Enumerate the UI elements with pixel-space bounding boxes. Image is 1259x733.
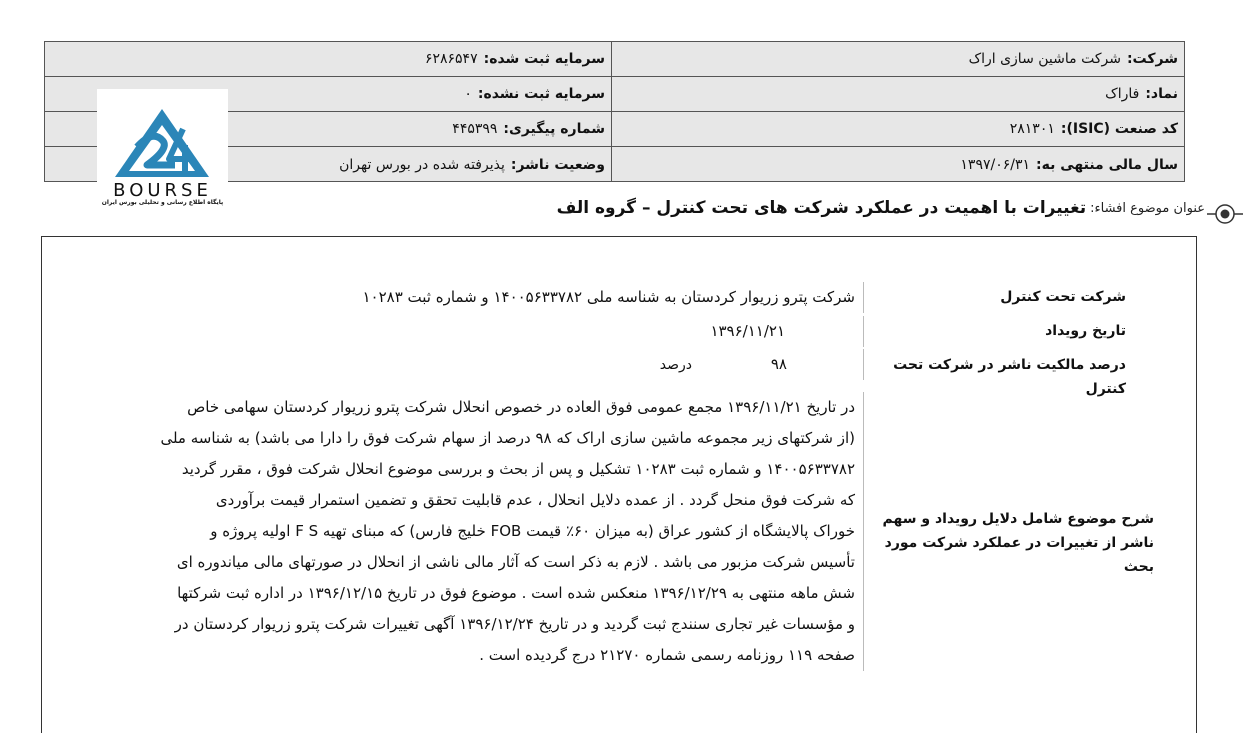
description-line: در تاریخ ۱۳۹۶/۱۱/۲۱ مجمع عمومی فوق العاده در خصوص انحلال شرکت پترو زریوار کردستان سهامی خاص [187,398,855,416]
company-label: شرکت: [1126,51,1178,67]
description-line: (از شرکتهای زیر مجموعه ماشین سازی اراک که ۹۸ درصد از سهام شرکت فوق را دارا می باشد) به شناسه ملی [160,429,855,447]
description-line: که شرکت فوق منحل گردد . از عمده دلایل انحلال ، عدم قابلیت تحقق و تضمین استمرار قیمت برآوردی [215,491,855,509]
symbol-value: فاراک [1105,86,1140,102]
description-line: خوراک پالایشگاه از کشور عراق (به میزان ۶۰٪ قیمت FOB خلیج فارس) که مبنای تهیه F S اولیه پروژه و [210,522,855,540]
event-date-label: تاریخ رویداد [1045,323,1126,339]
publisher-status-label: وضعیت ناشر: [510,156,605,173]
description-label: شرح موضوع شامل دلایل رویداد و سهم ناشر از تغییرات در عملکرد شرکت مورد بحث [882,511,1154,575]
subject-title: تغییرات با اهمیت در عملکرد شرکت های تحت کنترل – گروه الف [556,198,1087,218]
description-line: شش ماهه منتهی به ۱۳۹۶/۱۲/۲۹ منعکس شده است . موضوع فوق در تاریخ ۱۳۹۶/۱۲/۱۵ در اداره ثبت شرکتها [177,584,855,602]
publisher-status-value: پذیرفته شده در بورس تهران [339,156,505,173]
subject-label: عنوان موضوع افشاء: [1090,200,1205,216]
controlled-company-value: شرکت پترو زریوار کردستان به شناسه ملی ۱۴۰۰۵۶۳۳۷۸۲ و شماره ثبت ۱۰۲۸۳ [362,282,864,313]
info-row [45,42,1184,77]
subject-bullet-icon [1207,199,1243,229]
capital-registered-cell [45,42,612,76]
logo-wordmark: BOURSE [113,180,212,201]
ownership-unit: درصد [659,357,692,373]
isic-value: ۲۸۱۳۰۱ [1009,121,1055,137]
fiscal-year-label: سال مالی منتهی به: [1036,156,1178,173]
capital-unregistered-value: ۰ [464,86,472,102]
description-line: ۱۴۰۰۵۶۳۳۷۸۲ و شماره ثبت ۱۰۲۸۳ تشکیل و پس از بحث و بررسی موضوع انحلال شرکت فوق ، مقرر گردید [181,460,855,478]
event-date-value: ۱۳۹۶/۱۱/۲۱ [710,316,864,347]
description-line: و مؤسسات غیر تجاری سنندج ثبت گردید و در تاریخ ۱۳۹۶/۱۲/۲۴ آگهی تغییرات شرکت پترو زریوار کردستان در [174,615,855,633]
logo-subtitle: پایگاه اطلاع رسانی و تحلیلی بورس ایران [101,199,224,206]
bourse-logo-icon [97,89,228,181]
ownership-label: درصد مالکیت ناشر در شرکت تحت کنترل [893,357,1126,397]
capital-unregistered-label: سرمایه ثبت نشده: [477,86,605,102]
fiscal-year-value: ۱۳۹۷/۰۶/۳۱ [960,156,1030,173]
company-cell [612,42,1184,76]
tracking-number-value: ۴۴۵۳۹۹ [452,121,498,137]
description-line: صفحه ۱۱۹ روزنامه رسمی شماره ۲۱۲۷۰ درج گردیده است . [479,646,855,664]
company-value: شرکت ماشین سازی اراک [968,51,1121,67]
description-text [120,392,864,671]
description-line: تأسیس شرکت مزبور می باشد . لازم به ذکر است که آثار مالی ناشی از انحلال در صورتهای مالی میاندوره ای [176,553,855,571]
symbol-label: نماد: [1145,86,1178,102]
ownership-value: ۹۸ [771,349,864,380]
isic-label: کد صنعت (ISIC): [1060,121,1178,137]
disclosure-subject [557,198,1205,218]
isic-cell [612,112,1184,146]
tracking-number-label: شماره پیگیری: [503,121,605,137]
details-box [41,236,1197,733]
symbol-cell [612,77,1184,111]
bourse-logo [97,89,228,207]
capital-registered-value: ۶۲۸۶۵۴۷ [424,51,478,67]
controlled-company-label: شرکت تحت کنترل [1000,289,1126,305]
capital-registered-label: سرمایه ثبت شده: [483,51,605,67]
fiscal-year-cell [612,147,1184,182]
